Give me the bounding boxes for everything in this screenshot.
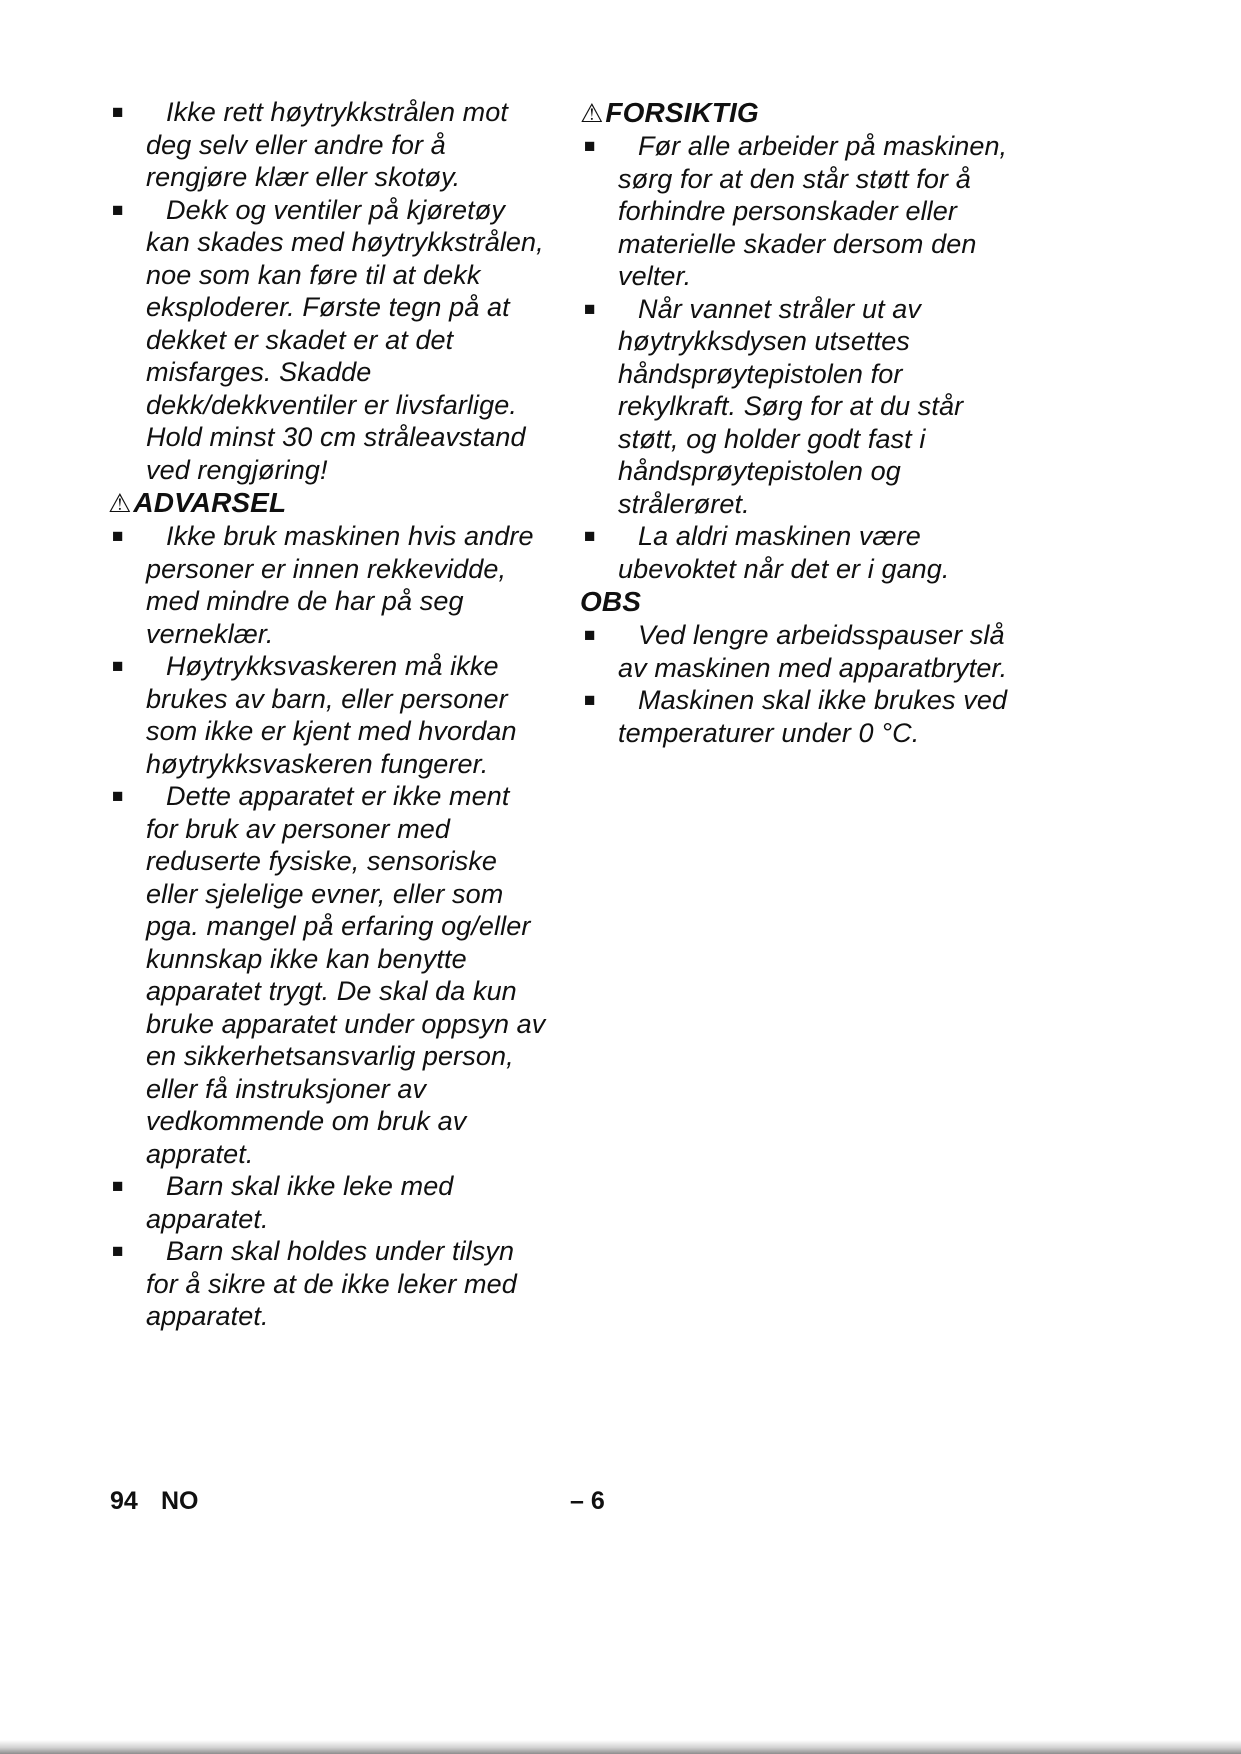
heading-text: FORSIKTIG (605, 97, 759, 128)
heading-text: OBS (580, 586, 641, 617)
warning-triangle-icon: ⚠ (108, 488, 132, 518)
bullet-item (582, 684, 1020, 749)
bullet-text: Barn skal holdes under tilsyn for å sikre at de ikke leker med apparatet. (146, 1236, 517, 1331)
left-column (110, 96, 548, 1333)
bullet-square-icon: ■ (112, 1176, 124, 1197)
bullet-item (582, 520, 1020, 585)
scan-edge-shadow (0, 1740, 1241, 1754)
footer-page-number: 94 (110, 1487, 138, 1515)
warning-heading (108, 486, 548, 520)
bullet-text: Dekk og ventiler på kjøretøy kan skades med høytrykkstrålen, noe som kan føre til at dekk eksploderer. Første tegn på at dekket er skadet er at det misfarges. Skadde dekk/dekkventiler er livsfarlige. Hold minst 30 cm stråleavstand ved rengjøring! (146, 194, 544, 485)
bullet-item (110, 650, 548, 780)
bullet-square-icon: ■ (584, 526, 596, 547)
bullet-item (110, 194, 548, 487)
bullet-square-icon: ■ (112, 526, 124, 547)
section-heading (580, 585, 1020, 619)
bullet-square-icon: ■ (584, 625, 596, 646)
bullet-text: Maskinen skal ikke brukes ved temperaturer under 0 °C. (618, 685, 1008, 748)
warning-heading (580, 96, 1020, 130)
footer-language-code: NO (161, 1487, 199, 1515)
bullet-text: Barn skal ikke leke med apparatet. (146, 1171, 454, 1234)
bullet-square-icon: ■ (584, 298, 596, 320)
heading-text: ADVARSEL (133, 487, 287, 518)
bullet-square-icon: ■ (584, 690, 596, 711)
bullet-text: Dette apparatet er ikke ment for bruk av personer med reduserte fysiske, sensoriske eller sjelelige evner, eller som pga. mangel på erfaring og/eller kunnskap ikke kan benytte apparatet trygt. De skal da kun bruke apparatet under oppsyn av en sikkerhetsansvarlig person, eller få instruksjoner av vedkommende om bruk av appratet. (146, 781, 546, 1169)
bullet-item (110, 780, 548, 1170)
bullet-square-icon: ■ (584, 136, 596, 157)
bullet-text: Ikke rett høytrykkstrålen mot deg selv eller andre for å rengjøre klær eller skotøy. (146, 97, 508, 192)
bullet-square-icon: ■ (112, 1241, 124, 1262)
bullet-item (110, 520, 548, 650)
bullet-item (110, 1170, 548, 1235)
bullet-text: Når vannet stråler ut av høytrykksdysen utsettes håndsprøytepistolen for rekylkraft. Sørg for at du står støtt, og holder godt fast i håndsprøytepistolen og strålerøret. (618, 293, 964, 519)
bullet-text: Før alle arbeider på maskinen, sørg for at den står støtt for å forhindre personskader eller materielle skader dersom den velter. (618, 131, 1008, 291)
bullet-square-icon: ■ (112, 102, 124, 123)
bullet-text: Ikke bruk maskinen hvis andre personer er innen rekkevidde, med mindre de har på seg verneklær. (146, 521, 534, 649)
bullet-square-icon: ■ (112, 656, 124, 677)
warning-triangle-icon: ⚠ (580, 98, 604, 128)
bullet-square-icon: ■ (112, 786, 124, 807)
bullet-item (582, 293, 1020, 521)
right-column (582, 96, 1020, 1333)
bullet-square-icon: ■ (112, 199, 124, 221)
bullet-item (110, 1235, 548, 1333)
bullet-item (582, 619, 1020, 684)
page-content (110, 96, 1020, 1333)
bullet-item (110, 96, 548, 194)
bullet-text: Ved lengre arbeidsspauser slå av maskinen med apparatbryter. (618, 620, 1008, 683)
bullet-text: La aldri maskinen være ubevoktet når det er i gang. (618, 521, 950, 584)
bullet-text: Høytrykksvaskeren må ikke brukes av barn, eller personer som ikke er kjent med hvordan høytrykksvaskeren fungerer. (146, 651, 517, 779)
bullet-item (582, 130, 1020, 293)
footer-center-marker: – 6 (570, 1487, 605, 1515)
